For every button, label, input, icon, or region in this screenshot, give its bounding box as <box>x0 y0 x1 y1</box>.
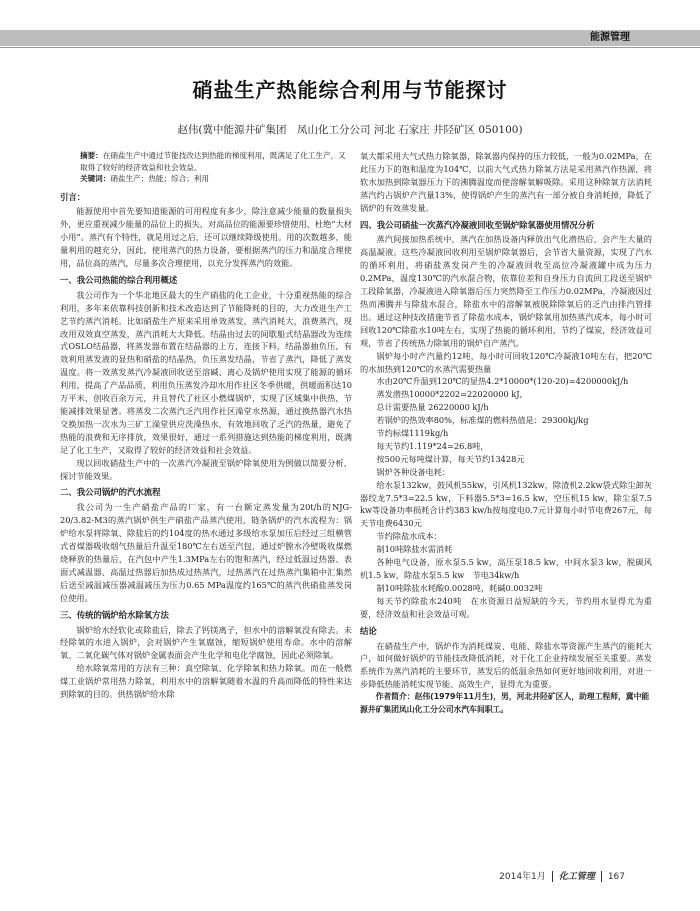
page-footer <box>499 868 625 886</box>
calc-line: 制10吨除盐水需消耗 <box>376 544 453 555</box>
calc-line: 各种电气设备，原水泵5.5 kw，高压泵18.5 kw，中间水泵3 kw，脱碳风机1.5 kw，除盐水泵5.5 kw 节电34kw/h <box>360 557 652 580</box>
conclusion-paragraph: 在硝盐生产中，锅炉作为消耗煤炭、电能、除盐水等资源产生蒸汽的能耗大户，如何做好锅炉的节能技改降低消耗，对于化工企业持续发展至关重要。蒸发系统作为蒸汽消耗的主要环节，蒸发后的低温余热如何更好地回收利用，对进一步降低热能消耗实现节能、高效生产，显得尤为重要。 <box>360 640 652 690</box>
section4-paragraph-3: 水由20℃升温到120℃的显热4.2*10000*(120-20)=4200000kJ/h <box>376 376 629 387</box>
left-column <box>60 150 352 701</box>
calc-line: 节约除盐水成本： <box>376 531 442 542</box>
author-bio: 作者简介：赵伟(1979年11月生)，男，河北井陉矿区人，助理工程师，冀中能源井矿集团凤山化工分公司水汽车间职工。 <box>360 692 650 714</box>
calc-line: 总计需要热量 26220000 kJ/h <box>376 402 489 413</box>
calc-line: 每天节约1.119*24=26.8吨， <box>376 440 489 451</box>
intro-heading: 引言： <box>60 191 86 202</box>
section1-heading: 一、我公司热能的综合利用概述 <box>60 274 178 285</box>
keywords-text: 硝盐生产；热能；综合；利用 <box>110 174 210 183</box>
section-label: 能源管理 <box>590 32 630 43</box>
header-rule <box>0 47 700 48</box>
keywords-label: 关键词： <box>80 174 111 183</box>
section4-heading: 四、我公司硝盐一次蒸汽冷凝液回收至锅炉除氧器使用情况分析 <box>360 219 595 230</box>
calc-line: 若锅炉的热效率80%，标准煤的燃料热值是：29300kj/kg <box>376 415 589 426</box>
section3-heading: 三、传统的锅炉给水除氧方法 <box>60 609 169 620</box>
abstract-text: 在硝盐生产中通过节能技改达到热能的梯度利用，既满足了化工生产，又取得了较好的经济效益和社会效益。 <box>80 151 346 172</box>
section2-heading: 二、我公司锅炉的汽水流程 <box>60 487 161 498</box>
calc-line: 蒸发潜热10000*2202=22020000 kJ， <box>376 389 528 400</box>
conclusion-heading: 结论 <box>360 625 377 636</box>
continued-paragraph: 氧大都采用大气式热力除氧器，除氧器内保持的压力较低，一般为0.02MPa，在此压力下的饱和温度为104℃，以前大气式热力除氧方法是采用蒸汽作热源，将软水加热到除氧器压力下的沸腾温度而使溶解氧解吸除。采用这种除氧方法消耗蒸汽约占锅炉产汽量13%，使得锅炉产生的蒸汽有一部分被自身消耗掉，降低了锅炉的有效蒸发量。 <box>360 151 652 213</box>
section1-paragraph-1: 我公司作为一个华北地区最大的生产硝盐的化工企业，十分重视热能的综合利用，多年来依靠科技创新和技术改造达到了节能降耗的目的，大力改进生产工艺节约蒸汽消耗。比如硝盐生产原来采用单效蒸发，蒸汽消耗大，浪费蒸汽，现改用双效真空蒸发，蒸汽消耗大大降低。结晶由过去的间歇船式结晶器改为连续式OSLO结晶器，将蒸发器布置在结晶器的上方，连接下料，结晶器抽负压，有效利用蒸发液的显热和硝盐的结晶热，负压蒸发结晶，节省了蒸汽，降低了蒸发温度。将一效蒸发蒸汽冷凝液回收送至溶碱、离心及锅炉使用实现了能源的循环利用，提高了产品品质，利用负压蒸发冷却水用作社区冬季供暖，供暖面积达10万平米，创收百余万元，并且替代了社区小燃煤锅炉，实现了区域集中供热，节能减排效果显著。将蒸发二次蒸汽乏汽用作社区澡堂水热源，通过换热器汽水热交换加热一次水为三矿工澡堂供应洗澡热水，有效地回收了乏汽的热量，避免了热能的浪费和无序排放，效果很好，通过一系列措施达到热能的梯度利用，既满足了化工生产，又取得了较好的经济效益和社会效益。 <box>60 289 352 455</box>
abstract <box>80 150 352 173</box>
keywords <box>80 173 352 185</box>
article-title: 硝盐生产热能综合利用与节能探讨 <box>192 78 508 102</box>
section3-paragraph-1: 锅炉给水经软化或除盐后，除去了钙镁离子，但水中的溶解氧没有除去。未经除氧的水进入锅炉，会对锅炉产生氧腐蚀，缩短锅炉使用寿命。水中的溶解氧、二氧化碳气体对锅炉金属表面会产生化学和电化学腐蚀，因此必须除氧。 <box>60 624 352 661</box>
footer-date: 2014年1月 <box>499 872 546 882</box>
section4-paragraph-2: 锅炉每小时产汽量约12吨，每小时可回收120℃冷凝液10吨左右，把20℃的水加热到120℃的水蒸汽需要热量 <box>360 350 652 374</box>
section2-paragraph: 我公司为一生产硝盐产品的厂家，有一台额定蒸发量为20t/h的NJG-20/3.82-M3的蒸汽锅炉供生产硝盐产品蒸汽使用，链条锅炉的汽水流程为：锅炉给水泵将除氧、除盐后的约104度的热水通过多级给水泵加压后经过三组横管式省煤器吸收烟气热量后升温至180℃左右送至汽包，通过炉膛水冷壁吸收煤燃烧释放的热量后，在汽包中产生1.3MPa左右的饱和蒸汽，经过低温过热器、表面式减温器、高温过热器后加热成过热蒸汽，过热蒸汽在过热蒸汽集箱中汇集然后送至减温减压器减温减压为压力0.65 MPa温度约165℃的蒸汽供硝盐蒸发岗位使用。 <box>60 502 352 603</box>
abstract-label: 摘要： <box>80 151 103 160</box>
right-column <box>360 150 652 716</box>
footer-magazine: 化工管理 <box>558 872 595 882</box>
calc-line: 节约标煤1119kg/h <box>376 428 449 439</box>
calc-line: 按500元每吨煤计算，每天节约13428元 <box>376 453 525 464</box>
calc-line: 制10吨除盐水耗酸0.0028吨，耗碱0.0032吨 <box>376 582 543 593</box>
calc-line: 锅炉各种设备电耗： <box>376 466 451 477</box>
section3-paragraph-2: 给水除氧常用的方法有三种：真空除氧、化学除氧和热力除氧。而在一般燃煤工业锅炉常用热力除氧，利用水中的溶解氧随着水温的升高而降低的特性来达到除氧的目的。供热锅炉给水除 <box>60 663 352 700</box>
author-line: 赵伟(冀中能源井矿集团 凤山化工分公司 河北 石家庄 井陉矿区 050100) <box>177 124 523 136</box>
page-number: 167 <box>607 872 625 882</box>
section4-paragraph-5: 每天节约除盐水240吨 在水资源日益短缺的今天，节约用水显得尤为重要，经济效益和社会效益可观。 <box>360 595 652 619</box>
intro-paragraph: 能源使用中首先要知道能源的可用程度有多少，除注意减少能量的数量损失外，更应重视减少能量的品位上的损失，对高品位的能源要珍惜使用，杜绝“大材小用”。蒸汽有个特性，就是用过之后，还可以继续降级使用。用的次数越多，能量利用的越充分，因此，使用蒸汽的热力设备，要根据蒸汽的压力和温度合理使用，品位高的蒸汽，尽量多次合理使用，以充分发挥蒸汽的效能。 <box>60 206 352 269</box>
footer-divider <box>552 871 553 882</box>
section4-paragraph-4: 给水泵132kw，鼓风机55kw，引风机132kw，除渣机2.2kw袋式除尘卸灰器绞龙7.5*3=22.5 kw，下料器5.5*3=16.5 kw，空压机15 kw，除尘泵7.5 kw等设备功率损耗合计约383 kw/h按每度电0.7元计算每小时节电费267元，每天节电费6430元 <box>360 479 652 529</box>
section4-paragraph-1: 蒸汽间接加热系统中，蒸汽在加热设备内释放出气化潜热后，会产生大量的高温凝液。这些冷凝液回收利用至锅炉除氧器后，会节省大量资源，实现了汽水的循环利用，将硝盐蒸发岗产生的冷凝液回收至高位冷凝液罐中成为压力0.2MPa，温度130℃的汽水混合物，依靠位差和自身压力自流回工段送至锅炉工段除氧器，冷凝液进入除氧器后压力突然降至工作压力0.02MPa，冷凝液因过热而沸腾并与除盐水混合，除盐水中的溶解氧被脱除除氧后的乏汽由排汽管排出。通过这种技改措施节省了除盐水成本，锅炉除氧用加热蒸汽成本，每小时可回收120℃除盐水10吨左右，实现了热能的循环利用，节约了煤炭，经济效益可观，节省了传统热力除氧用的锅炉自产蒸汽。 <box>360 234 652 348</box>
section1-paragraph-2: 现以回收硝盐生产中的一次蒸汽冷凝液至锅炉除氧使用为例做以简要分析，探讨节能效果。 <box>60 457 352 481</box>
footer-divider <box>601 871 602 882</box>
